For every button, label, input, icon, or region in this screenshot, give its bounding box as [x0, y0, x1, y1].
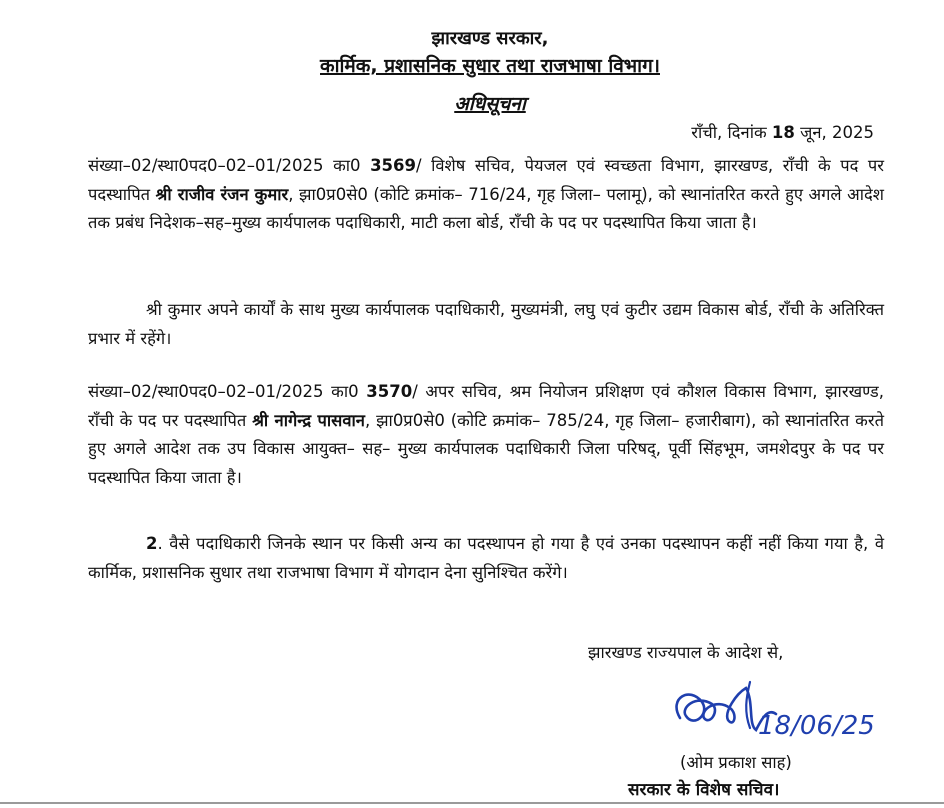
order-1-text-2: , झा0प्र0से0 (कोटि क्रमांक– 716/24, गृह जिला– पलामू), को स्थानांतरित करते हुए अगले आदेश तक प्रबंध निदेशक–सह–मुख्य कार्यपालक पदाधिकारी, माटी कला बोर्ड, राँची के पद पर पदस्थापित किया जाता है। — [88, 184, 885, 232]
clause-2-paragraph — [88, 530, 884, 587]
department-heading-text: कार्मिक, प्रशासनिक सुधार तथा राजभाषा विभाग। — [320, 55, 660, 77]
order-2-number: 3570 — [366, 382, 413, 401]
date-prefix: राँची, दिनांक — [691, 123, 767, 142]
order-2-officer: श्री नागेन्द्र पासवान — [252, 410, 365, 430]
governor-order-line: झारखण्ड राज्यपाल के आदेश से, — [588, 643, 784, 662]
order-2-text-2: , झा0प्र0से0 (कोटि क्रमांक– 785/24, गृह जिला– हजारीबाग), को स्थानांतरित करते हुए अगले आदेश तक उप विकास आयुक्त– सह– मुख्य कार्यपालक पदाधिकारी जिला परिषद्, पूर्वी सिंहभूम, जमशेदपुर के पद पर पदस्थापित किया जाता है। — [88, 410, 884, 487]
order-2-ref: संख्या–02/स्था0पद0–02–01/2025 का0 — [88, 382, 359, 401]
signature-date: 18/06/25 — [758, 711, 875, 741]
date-day: 18 — [771, 123, 795, 142]
date-line — [691, 120, 874, 143]
document-type-text: अधिसूचना — [454, 93, 526, 115]
government-heading: झारखण्ड सरकार, — [431, 28, 549, 49]
order-2-text-1: / अपर सचिव, श्रम नियोजन प्रशिक्षण एवं कौशल विकास विभाग, झारखण्ड, राँची के पद पर पदस्थापित — [88, 382, 884, 430]
clause-2-text: . वैसे पदाधिकारी जिनके स्थान पर किसी अन्य का पदस्थापन हो गया है एवं उनका पदस्थापन कहीं नहीं किया गया है, वे कार्मिक, प्रशासनिक सुधार तथा राजभाषा विभाग में योगदान देना सुनिश्चित करेंगे। — [88, 534, 884, 582]
signatory-designation: सरकार के विशेष सचिव। — [628, 780, 780, 800]
department-heading — [18, 52, 944, 78]
order-1-number: 3569 — [370, 156, 416, 175]
order-1-ref: संख्या–02/स्था0पद0–02–01/2025 का0 — [88, 156, 361, 175]
order-1-additional-charge: श्री कुमार अपने कार्यों के साथ मुख्य कार्यपालक पदाधिकारी, मुख्यमंत्री, लघु एवं कुटीर उद्यम विकास बोर्ड, राँची के अतिरिक्त प्रभार में रहेंगे। — [88, 300, 884, 348]
order-1-text-1: / विशेष सचिव, पेयजल एवं स्वच्छता विभाग, झारखण्ड, राँची के पद पर पदस्थापित — [88, 156, 884, 204]
order-1-paragraph — [88, 152, 884, 238]
order-2-paragraph — [88, 378, 884, 492]
date-rest: जून, 2025 — [800, 123, 874, 142]
document-type-heading — [18, 90, 944, 116]
order-1-officer: श्री राजीव रंजन कुमार — [155, 184, 289, 204]
clause-2-number: 2 — [146, 534, 158, 553]
signatory-name: (ओम प्रकाश साह) — [680, 753, 792, 772]
page-bottom-rule — [0, 802, 944, 804]
